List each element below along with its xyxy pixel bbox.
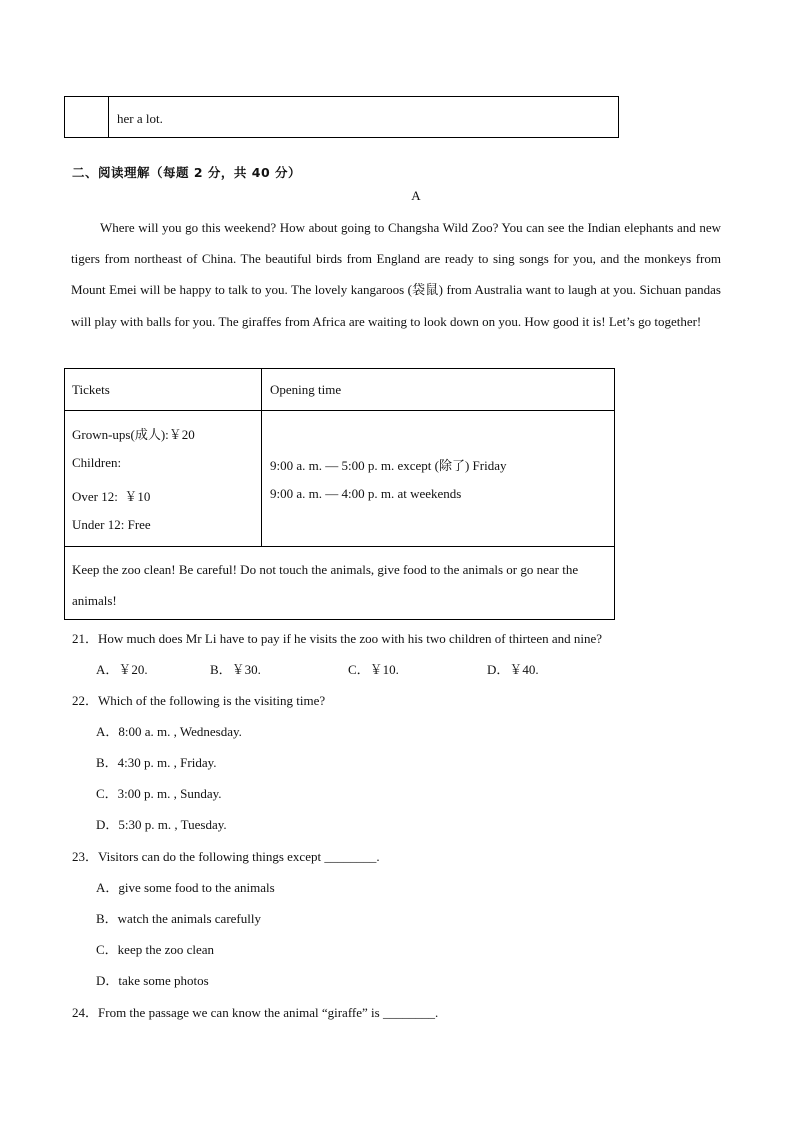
section-heading: 二、阅读理解（每题 2 分，共 40 分） bbox=[72, 165, 302, 180]
continued-table-fragment bbox=[64, 96, 619, 138]
question-number: 21． bbox=[72, 631, 99, 646]
ticket-children: Children: bbox=[72, 455, 122, 470]
option-21-c: C．￥10. bbox=[348, 662, 399, 677]
question-text: Visitors can do the following things except ________. bbox=[98, 849, 380, 864]
option-22-a: A．8:00 a. m. , Wednesday. bbox=[96, 724, 242, 739]
question-text: From the passage we can know the animal “giraffe” is ________. bbox=[98, 1005, 439, 1020]
option-23-d: D．take some photos bbox=[96, 973, 209, 988]
header-opening-time: Opening time bbox=[270, 382, 342, 397]
option-23-a: A．give some food to the animals bbox=[96, 880, 275, 895]
header-tickets: Tickets bbox=[72, 382, 110, 397]
option-22-b: B．4:30 p. m. , Friday. bbox=[96, 755, 217, 770]
opening-weekdays: 9:00 a. m. — 5:00 p. m. except (除了) Friday bbox=[270, 458, 507, 473]
opening-weekends: 9:00 a. m. — 4:00 p. m. at weekends bbox=[270, 486, 462, 501]
question-number: 22． bbox=[72, 693, 99, 708]
question-text: Which of the following is the visiting time? bbox=[98, 693, 326, 708]
passage-letter: A bbox=[411, 188, 421, 203]
question-23 bbox=[72, 846, 380, 865]
ticket-over-12: Over 12: ￥10 bbox=[72, 489, 151, 504]
ticket-grown-ups: Grown-ups(成人):￥20 bbox=[72, 427, 195, 442]
table-divider bbox=[108, 97, 109, 137]
option-21-b: B．￥30. bbox=[210, 662, 261, 677]
option-21-d: D．￥40. bbox=[487, 662, 539, 677]
option-22-d: D．5:30 p. m. , Tuesday. bbox=[96, 817, 227, 832]
option-21-a: A．￥20. bbox=[96, 662, 148, 677]
table-rule bbox=[65, 410, 614, 411]
question-24 bbox=[72, 1002, 438, 1021]
table-rule bbox=[65, 546, 614, 547]
table-cell-text: her a lot. bbox=[117, 111, 163, 126]
zoo-notice: Keep the zoo clean! Be careful! Do not touch the animals, give food to the animals or go near the animals! bbox=[72, 562, 579, 608]
option-23-c: C．keep the zoo clean bbox=[96, 942, 215, 957]
table-rule bbox=[261, 369, 262, 546]
question-number: 23． bbox=[72, 849, 99, 864]
zoo-info-table bbox=[64, 368, 615, 620]
question-21 bbox=[72, 628, 602, 647]
question-number: 24． bbox=[72, 1005, 99, 1020]
reading-passage: Where will you go this weekend? How about going to Changsha Wild Zoo? You can see the Indian elephants and new tigers from northeast of China. The beautiful birds from England are ready to sing songs for you, and the monkeys from Mount Emei will be happy to talk to you. The lovely kangaroos (袋鼠) from Australia want to laugh at you. Sichuan pandas will play with balls for you. The giraffes from Africa are waiting to look down on you. How good it is! Let’s go together! bbox=[71, 220, 721, 329]
ticket-under-12: Under 12: Free bbox=[72, 517, 151, 532]
option-23-b: B．watch the animals carefully bbox=[96, 911, 261, 926]
question-text: How much does Mr Li have to pay if he visits the zoo with his two children of thirteen and nine? bbox=[98, 631, 603, 646]
question-22 bbox=[72, 690, 325, 709]
option-22-c: C．3:00 p. m. , Sunday. bbox=[96, 786, 222, 801]
